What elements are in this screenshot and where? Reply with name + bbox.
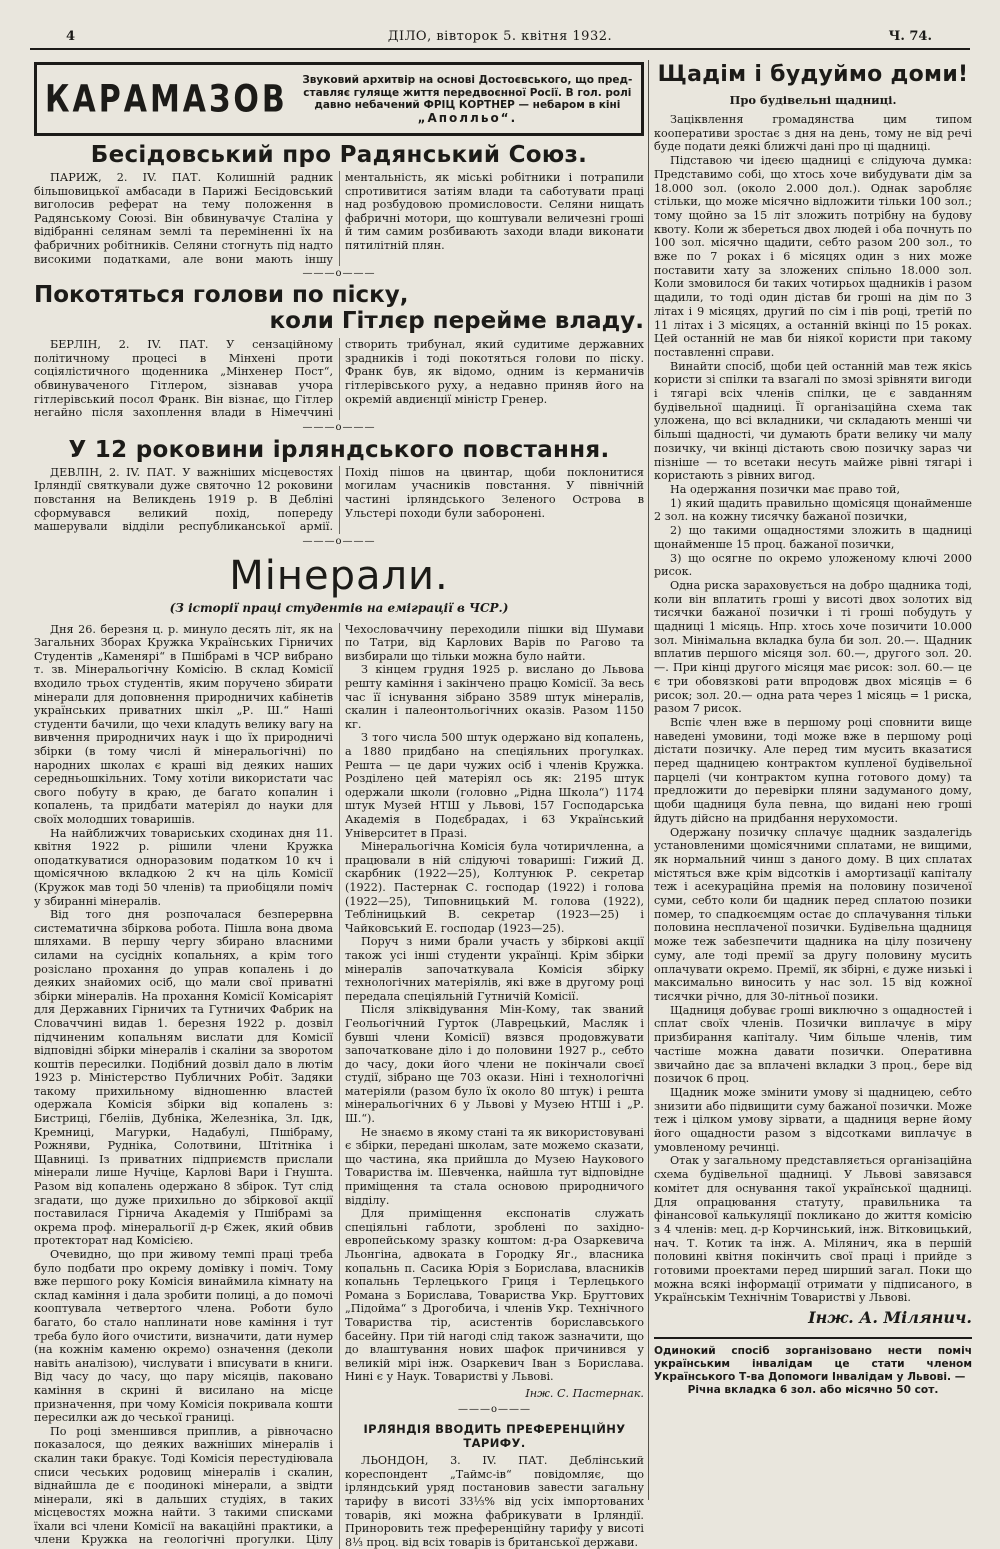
main-article-title: Мінерали. — [229, 552, 449, 599]
paragraph: Після зліквідування Мін-Кому, так званий Геольогічний Гурток (Лаврецький, Масляк і бувші члени Комісії) вязвся продовжувати започатковане діло і до половини 1927 р., себто до часу, доки його члени не покінчали своєї студії, зібрано ще 703 окази. Ніні і технологічні матеріяли (разом було їх около 80 штук) і решта мінеральогічних 6 у Львові у Музею НТШ і „Р. Ш.“). — [345, 1003, 644, 1126]
separator: ———o——— — [302, 421, 376, 433]
cinema-advertisement — [34, 62, 644, 136]
notice-fee: Річна вкладка 6 зол. або місячно 50 сот. — [687, 1384, 939, 1397]
main-article-body — [34, 623, 644, 1549]
paragraph: Заціквлення громадянства цим типом кооперативи зростає з дня на день, тому не від речі буде подати деякі ближчі дані про ці щадниці. — [654, 113, 972, 154]
paragraph: На одержання позички має право той, — [670, 482, 901, 496]
paragraph: Одержану позичку сплачує щадник заздалегідь установленими щомісячними сплатами, не вищими, як нормальний чинш з даного дому. В цих сплатах містяться вже крім відсотків і амортизації капіталу теж і асекураційна премія на половину позиченої суми, себто коли би щадник перед сплатою позики помер, то спадкоємцям остає до сплачування тільки половина несплаченої позички. Будівельна щадниця може теж забезпечити щадника на цілу позичену суму, але тоді премії за другу половину мусить оплачувати окремо. Премії, як збірні, є дуже низькі і максимально виносить у нас зол. 15 від кожної тисячки річно, для 30-літньої позики. — [654, 825, 972, 1003]
paragraph: 1) який щадить правильно щомісяця щонайменше 2 зол. на кожну тисячку бажаної позички, — [654, 496, 972, 524]
article-body — [34, 171, 644, 266]
paragraph: Очевидно, що при живому темпі праці треба було подбати про окрему домівку і поміч. Тому вже першого року Комісія винаймила кімнату на склад каміння і дала зробити полиці, а до помочі кооптувала четвертого члена. Роботи було багато, бо стало наплинати нове каміння і тут треба було його очистити, визначити, дати нумер (на кожнім каменю окремо) означення (деколи навіть аналізою), числувати і вписувати в книги. Від часу до часу, що пару місяців, паковано каміння в скрині й висилано на місце призначення, при чому Комісія покривала кошти пересилки аж до чеської границі. — [34, 1248, 333, 1425]
ad-text — [302, 74, 633, 124]
article-body — [34, 466, 644, 534]
article-text: ДЕВЛІН, 2. IV. ПАТ. У важніших місцевостях Ірляндії святкували дуже святочно 12 роковини повстання на Великдень 1919 р. В Дебліні сформувався великий похід, попереду машерували відділи республиканської армії. Похід пішов на цвинтар, щоби поклонитися могилам учасників повстання. У північній частині ірляндського Зеленого Острова в Ульстері походи були заборонені. — [34, 465, 644, 534]
article-headline: У 12 роковини ірляндського повстання. — [68, 436, 610, 463]
paragraph: Поруч з ними брали участь у збіркові акції також усі інші студенти українці. Крім збірки мінералів започаткувала Комісія збірку технологічних матеріялів, які вже в другому році передала спеціяльній Гутничій Комісії. — [345, 935, 644, 1003]
article-subhead: Про будівельні щадниці. — [729, 93, 897, 107]
separator: ———o——— — [457, 1403, 532, 1415]
ad-line: „Аполльо“. — [417, 110, 518, 125]
ad-title: КАРАМАЗОВ — [45, 77, 288, 121]
right-column — [654, 56, 972, 1397]
article-headline: Бесідовський про Радянський Союз. — [90, 142, 588, 168]
paragraph: Отак у загальному представляється організаційна схема будівельної щадниці. У Львові завязався комітет для оснування такої української щадниці. Для опрацювання статуту, правильника та фінансової калькуляції покликано до життя комісію з 4 членів: мец. д-р Корчинський, інж. Вітковицький, нач. Т. Котик та інж. А. Мілянич, яка в першій половині квітня покінчить свої праці і прийде з готовими проектами перед ширший загал. Поки що можна всякі інформації отримати у підписаного, в Українськім Технічнім Товаристві у Львові. — [654, 1154, 972, 1305]
masthead: ДІЛО, вівторок 5. квітня 1932. — [387, 29, 613, 44]
paragraph: Підставою чи ідеєю щадниці є слідуюча думка: Представимо собі, що хтось хоче вибудувати дім за 18.000 зол. (около 2.000 дол.). Однак заробляє стільки, що може місячно відложити тільки 100 зол.; тому щойно за 15 літ зложить потрібну на будову квоту. Коли ж збереться двох людей і оба почнуть по 100 зол. місячно щадити, себто разом 200 зол., то вже по 7 роках і 6 місяцях один з них може поставити хату за зложених спільно 18.000 зол. Коли змовилося би таких чотирьох щадників і разом щадили, то тоді один дістав би гроші на дім по 3 літах і 9 місяцях, другий по сім і пів році, третій по 11 літах і 3 місяцях, а останній вкінці по 15 роках. Цей останній не мав би ніякої користи при такому поставленні справи. — [654, 154, 972, 359]
article-text: БЕРЛІН, 2. IV. ПАТ. У сензаційному політичному процесі в Мінхені проти соціялістичного щоденника „Мінхенер Пост“, обвинуваченого Гітлером, зізнавав учора гітлерівський посол Франк. Він візнає, що Гітлер негайно після захоплення влади в Німеччині створить трибунал, який судитиме державних зрадників і тоді покотяться голови по піску. Франк був, як відомо, одним із керманичів гітлерівського руху, а недавно приняв його на окремій авдиєнції міністр Гренер. — [34, 338, 644, 420]
page-header — [30, 28, 970, 50]
article-text: ПАРИЖ, 2. IV. ПАТ. Колишній радник більшовицької амбасади в Парижі Бесідовський виголосив реферат на тему положення в Радянському Союзі. Він обвинувачує Сталіна у відібранні селянам землі та переміненні їх на фабричних робітників. Селяни стогнуть під надто високими податками, але вони мають іншу ментальність, як міські робітники і потрапили спротивитися затіям влади та саботувати праці над розбудовою промисловости. Селяни нищать фабричні мотори, що коштували величезні гроші й тим самим розбивають заходи влади виконати пятилітній плян. — [34, 171, 644, 266]
paragraph: Мінеральогічна Комісія була чотиричленна, а працювали в ній слідуючі товариші: Гижий Д. скарбник (1922—25), Колтунюк Р. секретар (1922). Пастернак С. господар (1922) і голова (1922—25), Типовницький М. голова (1922), Тебліницький В. секретар (1923—25) і Чайковський Е. господар (1923—25). — [345, 840, 644, 935]
paragraph: 3) що осягне по окремо уложеному ключі 2000 рисок. — [654, 551, 972, 579]
issue-number: Ч. 74. — [888, 29, 932, 44]
article-headline: ІРЛЯНДІЯ ВВОДИТЬ ПРЕФЕРЕНЦІЙНУ ТАРИФУ. — [363, 1422, 626, 1451]
page-number: 4 — [66, 29, 76, 44]
main-column — [34, 56, 644, 1549]
ad-line: ставляє гуляще життя передвоєнної Росії. В гол. ролі — [303, 86, 632, 99]
article-text: ЛЬОНДОН, 3. IV. ПАТ. Деблінський кореспондент „Таймс-ів“ повідомляє, що ірляндський уряд постановив завести загальну тарифу в висоті 33⅓% від усіх імпортованих товарів, які можна фабрикувати в Ірляндії. Приноровить теж преференційну тарифу у висоті 8⅓ проц. від всіх товарів із британської держави. — [345, 1454, 644, 1549]
invalid-aid-notice — [654, 1337, 972, 1397]
ad-line: давно небачений ФРІЦ КОРТНЕР — небаром в кіні — [314, 99, 621, 111]
column-divider — [648, 60, 649, 1500]
paragraph: Щадник може змінити умову зі щадницею, себто знизити або підвищити суму бажаної позички. Може теж і цілком умову зірвати, а щадниця верне йому його ощадности разом з відсотками виплачує в умовленому речинці. — [654, 1085, 972, 1154]
paragraph: Винайти спосіб, щоби цей останній мав теж якісь користи зі спілки та взагалі по змозі зрівняти вигоди і тягарі всіх членів спілки, це є завданням будівельної щадниці. Її організаційна схема так уложена, що всі вкладники, чи складають менші чи більші щадності, чи думають брати велику чи малу позичку, чи вкінці дістають свою позичку зараз чи пізніше — то всетаки несуть майже рівні тягарі і користають з рівних вигод. — [654, 359, 972, 483]
paragraph: Щадниця добуває гроші виключно з ощадностей і сплат своїх членів. Позички виплачує в міру призбирання капіталу. Чим більше членів, тим частіше можна давати позички. Оперативна звичайно дає за вплачені вкладки 3 проц., бере від позичок 6 проц. — [654, 1003, 972, 1086]
paragraph: З того числа 500 штук одержано від копалень, а 1880 придбано на спеціяльних прогулках. Решта — це дари чужих осіб і членів Кружка. Розділено цей матеріял ось як: 2195 штук одержали школи (головно „Рідна Школа“) 1174 штук Музей НТШ у Львові, 157 Господарська Академія в Подєбрадах, і 63 Український Університет в Празі. — [345, 731, 644, 840]
separator: ———o——— — [302, 535, 376, 547]
paragraph: На найближчих товариських сходинах дня 11. квітня 1922 р. рішили члени Кружка оподаткуватися одноразовим податком 10 кч і щомісячною вкладкою 2 кч на ціль Комісії (Кружок мав тоді 50 членів) та приобіцяли поміч у збиранні мінералів. — [34, 826, 333, 908]
paragraph: Не знаємо в якому стані та як використовувані є збірки, передані школам, зате можемо сказати, що частина, яка прийшла до Музею Наукового Товариства ім. Шевченка, найшла тут відповідне приміщення та стала основою природничого відділу. — [345, 1125, 644, 1207]
author-signature: Інж. А. Мілянич. — [808, 1308, 972, 1328]
article-headline: Покотяться голови по піску, — [34, 282, 409, 309]
paragraph: Дня 26. березня ц. р. минуло десять літ, як на Загальних Зборах Кружка Українських Гірничих Студентів „Каменярі“ в Пшібрамі в ЧСР вибрано т. зв. Мінеральогічну Комісію. В склад Комісії входило трьох студентів, яким поручено збирати мінерали для доповнення природничих кабінетів українських приватних шкіл „Р. Ш.“ Наші студенти бачили, що чехи кладуть велику вагу на вивчення природничих наук і що їх природничі збірки (в тому числі й мінеральогічні) по народних школах є краші від деяких наших середньошкільних. Тому хотіли використати час свого побуту в краю, де багато копалин і копалень, та придбати матеріял до науки для своїх молодших товаришів. — [34, 622, 333, 826]
article-headline: Щадім і будуймо доми! — [657, 62, 969, 87]
notice-text: Одинокий спосіб зорганізовано нести поміч українським інвалідам це стати членом Українського Т-ва Допомоги Інвалідам у Львові. — — [654, 1345, 972, 1384]
paragraph: Від того дня розпочалася безперервна систематична збіркова робота. Пішла вона двома шляхами. В першу чергу збирано власними силами на сусідніх копальнях, а крім того розіслано прохання до управ копалень і до деяких знайомих осіб, що мали свої приватні збірки мінералів. На прохання Комісії Комісаріят для Державних Гірничих та Гутничих Фабрик на Словаччині видав 1. березня 1922 р. дозвіл підчиненим копальням вислати для Комісії відповідні збірки мінералів і скаліни за зворотом коштів пересилки. Подібний дозвіл дало в лютім 1923 р. Міністерство Публичних Робіт. Задяки такому прихильному відношенню властей одержала Комісія збірки від копалень з: Бистриці, Гбеліів, Дубніка, Железніка, Зл. Ідк, Кремниці, Магурки, Надабулі, Пшібраму, Рожняви, Рудніка, Солотвини, Штітніка і Щавниці. Із приватних підприємств прислали мінерали лише Нучіце, Карлові Вари і Гнушта. Разом від копалень одержано 8 збірок. Тут слід згадати, що дуже прихильно до збіркової акції поставилася Гірнича Академія у Пшібрамі за окрема проф. мінеральогії д-р Єжек, який обвив протекторат над Комісією. — [34, 908, 333, 1248]
separator: ———o——— — [302, 268, 376, 280]
paragraph: 2) що такими ощадностями зложить в щадниці щонайменше 15 проц. бажаної позички, — [654, 524, 972, 551]
paragraph: Для приміщення експонатів служать спеціяльні габлоти, зроблені по західно-европейському зразку коштом: д-ра Озаркевича Льонгіна, адвоката в Городку Яг., власника копальнь п. Сасика Юрія з Борислава, власників копальнь Терлецького Гриця і Терлецького Романа з Борислава, Товариства Укр. Бруттових „Підойма“ з Дрогобича, і членів Укр. Технічного Товариства тір, асистентів бориславського басейну. При тій нагоді слід також зазначити, що до влаштування нових шафок причинився у великій мірі інж. Озаркевич Іван з Борислава. Нині є у Наук. Товаристві у Львові. — [345, 1207, 644, 1384]
paragraph: Одна риска зараховується на добро щадника тоді, коли він вплатить гроші у висоті двох золотих від тисячки бажаної позички і ті гроші побудуть у щадниці 1 місяць. Нпр. хтось хоче позичити 10.000 зол. Мінімальна вкладка була би зол. 20.—. Щадник вплатив першого місяця зол. 60.—, другого зол. 20.—. При кінці другого місяця має рисок: зол. 60.— це є три обовязкові рати впродовж двох місяців = 6 рисок; зол. 20.— одна рата через 1 місяць = 1 риска, разом 7 рисок. — [654, 578, 972, 716]
article-body — [34, 338, 644, 420]
paragraph: Вспіє член вже в першому році сповнити вище наведені умовини, тоді може вже в першому році дістати позичку. Але перед тим мусить вказатися перед щадницею контрактом купленої будівельної парцелі (чи контрактом купна готового дому) та предложити до перевірки пляни задуманого дому, щоби щадниця була певна, що видані нею гроші йдуть дійсно на придбання нерухомости. — [654, 715, 972, 825]
author-signature: Інж. С. Пастернак. — [525, 1386, 644, 1400]
ad-line: Звуковий архитвір на основі Достоєвського, що пред- — [302, 74, 633, 86]
main-article-subtitle: (З історії праці студентів на еміграції в ЧСР.) — [169, 600, 509, 615]
paragraph: По році зменшився приплив, а рівночасно показалося, що деяких важніших мінералів і скалин таки бракує. Тоді Комісія перестудіювала списи чеських родовищ мінералів і скалин, віднайшла де є поодинокі мінерали, а звідти мінерали, які в дальших студіях, в таких місцевостях можна найти. З такими списками їхали всі члени Комісії на вакаційні практики, а члени Кружка на геологічні прогулки. Цілу Чехословаччину переходили пішки від Шумави по Татри, від Карлових Варів по Рагово та визбирали що тільки можна було найти. — [34, 622, 644, 1547]
article-headline: коли Гітлєр перейме владу. — [269, 308, 644, 335]
paragraph: З кінцем грудня 1925 р. вислано до Львова решту каміння і закінчено працю Комісії. За весь час її існування зібрано 3589 штук мінералів, скалин і палеонтольогічних оказів. Разом 1150 кг. — [345, 663, 644, 731]
